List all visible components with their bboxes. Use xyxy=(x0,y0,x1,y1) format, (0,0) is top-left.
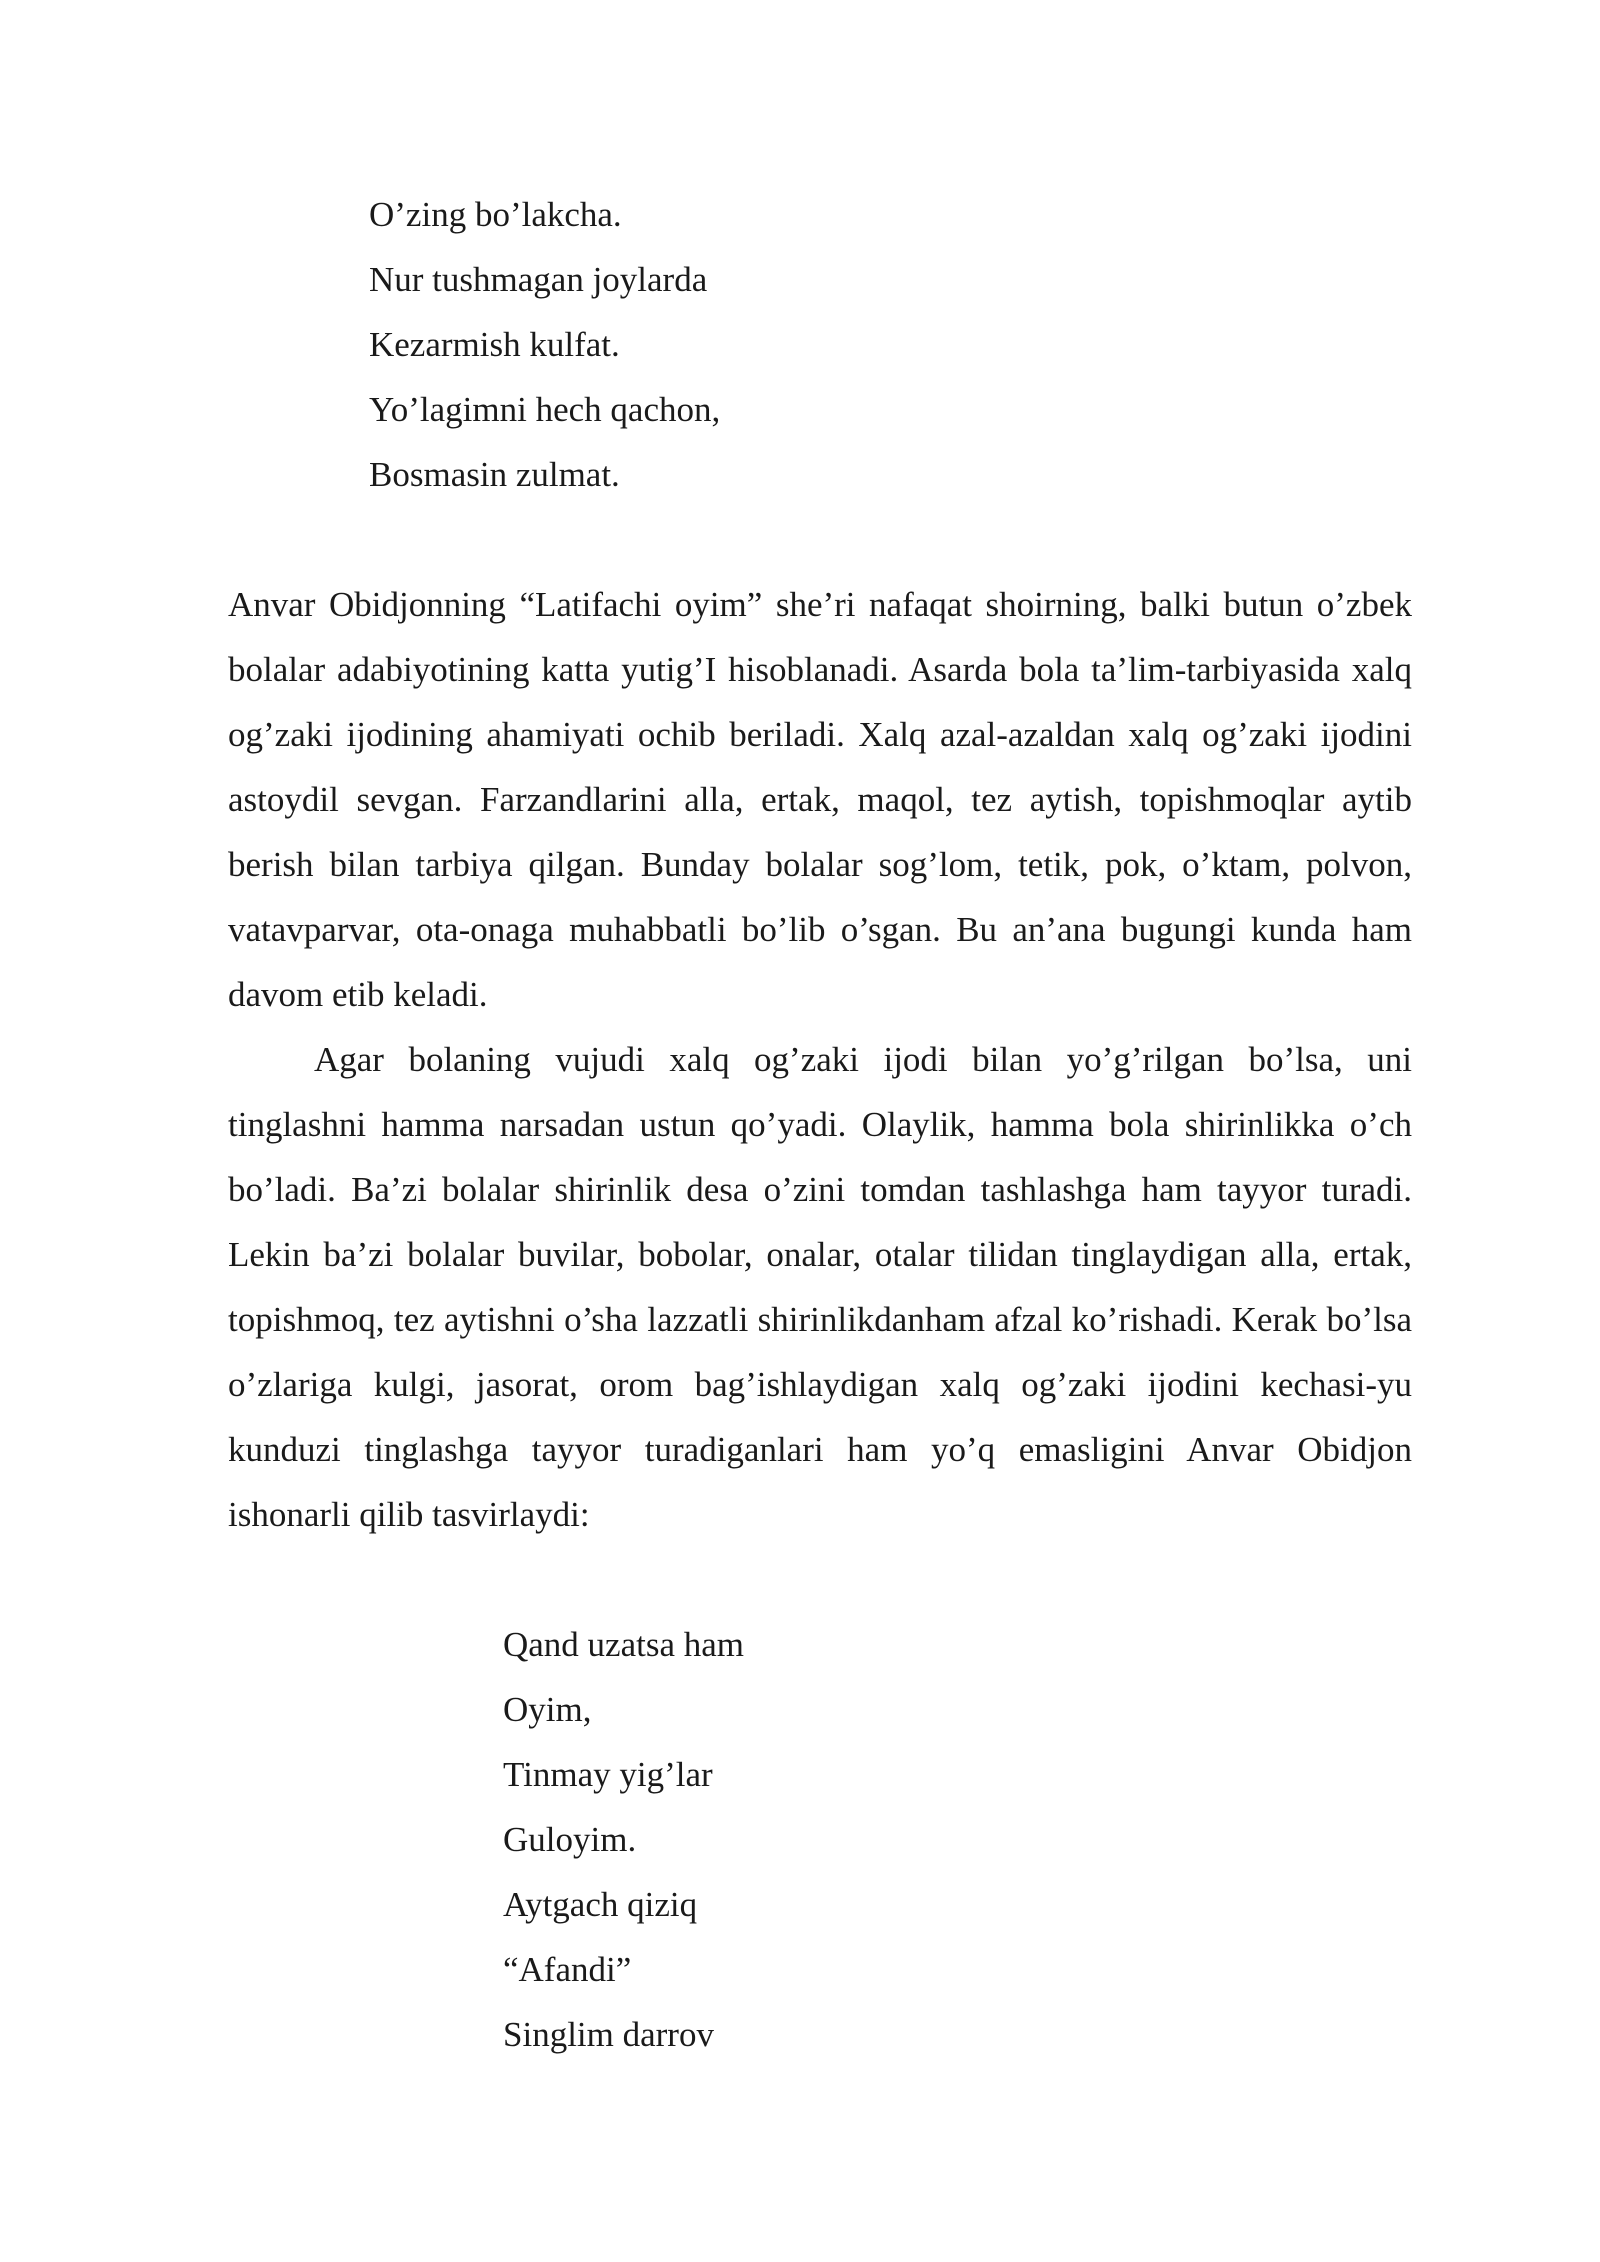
verse-line: Qand uzatsa ham xyxy=(503,1625,745,1664)
poem-excerpt-top xyxy=(369,182,720,507)
verse-line: Yo’lagimni hech qachon, xyxy=(369,390,721,429)
verse-line: Guloyim. xyxy=(503,1820,637,1859)
verse-line: “Afandi” xyxy=(503,1950,632,1989)
verse-line: Oyim, xyxy=(503,1690,592,1729)
body-paragraph-2: Agar bolaning vujudi xalq og’zaki ijodi bilan yo’g’rilgan bo’lsa, uni tinglashni hamma narsadan ustun qo’yadi. Olaylik, hamma bola shirinlikka o’ch bo’ladi. Ba’zi bolalar shirinlik desa o’zini tomdan tashlashga ham tayyor turadi. Lekin ba’zi bolalar buvilar, bobolar, onalar, otalar tilidan tinglaydigan alla, ertak, topishmoq, tez aytishni o’sha lazzatli shirinlikdanham afzal ko’rishadi. Kerak bo’lsa o’zlariga kulgi, jasorat, orom bag’ishlaydigan xalq og’zaki ijodini kechasi-yu kunduzi tinglashga tayyor turadiganlari ham yo’q emasligini Anvar Obidjon ishonarli qilib tasvirlaydi: xyxy=(228,1040,1412,1534)
verse-line: Aytgach qiziq xyxy=(503,1885,698,1924)
verse-line: Singlim darrov xyxy=(503,2015,714,2054)
verse-line: Nur tushmagan joylarda xyxy=(369,260,708,299)
verse-line: O’zing bo’lakcha. xyxy=(369,195,622,234)
body-paragraph-1: Anvar Obidjonning “Latifachi oyim” she’ri nafaqat shoirning, balki butun o’zbek bolalar adabiyotining katta yutig’I hisoblanadi. Asarda bola ta’lim-tarbiyasida xalq og’zaki ijodining ahamiyati ochib beriladi. Xalq azal-azaldan xalq og’zaki ijodini astoydil sevgan. Farzandlarini alla, ertak, maqol, tez aytish, topishmoqlar aytib berish bilan tarbiya qilgan. Bunday bolalar sog’lom, tetik, pok, o’ktam, polvon, vatavparvar, ota-onaga muhabbatli bo’lib o’sgan. Bu an’ana bugungi kunda ham davom etib keladi. xyxy=(228,585,1412,1014)
poem-excerpt-bottom xyxy=(503,1612,744,2067)
verse-line: Bosmasin zulmat. xyxy=(369,455,620,494)
verse-line: Tinmay yig’lar xyxy=(503,1755,713,1794)
verse-line: Kezarmish kulfat. xyxy=(369,325,620,364)
